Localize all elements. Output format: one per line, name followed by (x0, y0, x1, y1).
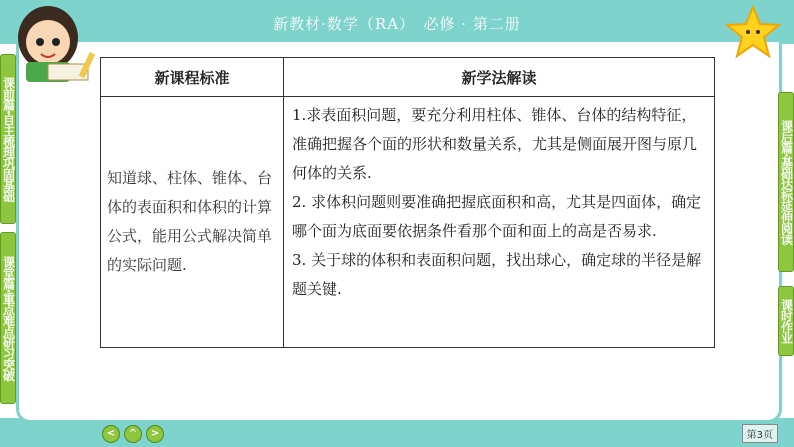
table-row (101, 97, 715, 348)
sidebar-tab-preclass[interactable] (0, 54, 16, 224)
header-bar (0, 0, 794, 44)
page-number: 第3页 (742, 424, 778, 443)
interpretation-cell (284, 97, 715, 348)
sidebar-tab-label: 课堂篇·重点难点研习突破 (1, 255, 16, 381)
sidebar-tab-label: 课后篇·基础达标延伸阅读 (779, 119, 794, 245)
star-icon (724, 4, 782, 60)
sidebar-tab-homework[interactable] (778, 286, 794, 356)
interpretation-item: 3. 关于球的体积和表面积问题，找出球心，确定球的半径是解题关键. (292, 251, 702, 298)
sidebar-tab-label: 课时作业 (779, 299, 794, 343)
sidebar-tab-label: 课前篇·自主梳理巩固基础 (1, 76, 16, 202)
sidebar-tab-afterclass[interactable] (778, 92, 794, 272)
girl-reading-icon (8, 0, 108, 86)
next-page-button[interactable]: > (146, 425, 164, 443)
interpretation-item: 2. 求体积问题则要准确把握底面积和高，尤其是四面体，确定哪个面为底面要依据条件看那个面和面上的高是否易求. (292, 193, 702, 240)
interpretation-item: 1.求表面积问题，要充分利用柱体、锥体、台体的结构特征，准确把握各个面的形状和数量关系，尤其是侧面展开图与原几何体的关系. (292, 106, 698, 182)
standard-cell: 知道球、柱体、锥体、台体的表面积和体积的计算公式，能用公式解决简单的实际问题. (101, 97, 284, 348)
table-header-row (101, 58, 715, 97)
prev-page-button[interactable]: < (102, 425, 120, 443)
curriculum-table (100, 57, 715, 348)
column-header-interpretation: 新学法解读 (284, 58, 715, 97)
sidebar-tab-inclass[interactable] (0, 232, 16, 404)
page-title: 新教材·数学（RA） 必修 · 第二册 (273, 15, 521, 33)
home-button[interactable]: ^ (124, 425, 142, 443)
column-header-standard: 新课程标准 (101, 58, 284, 97)
